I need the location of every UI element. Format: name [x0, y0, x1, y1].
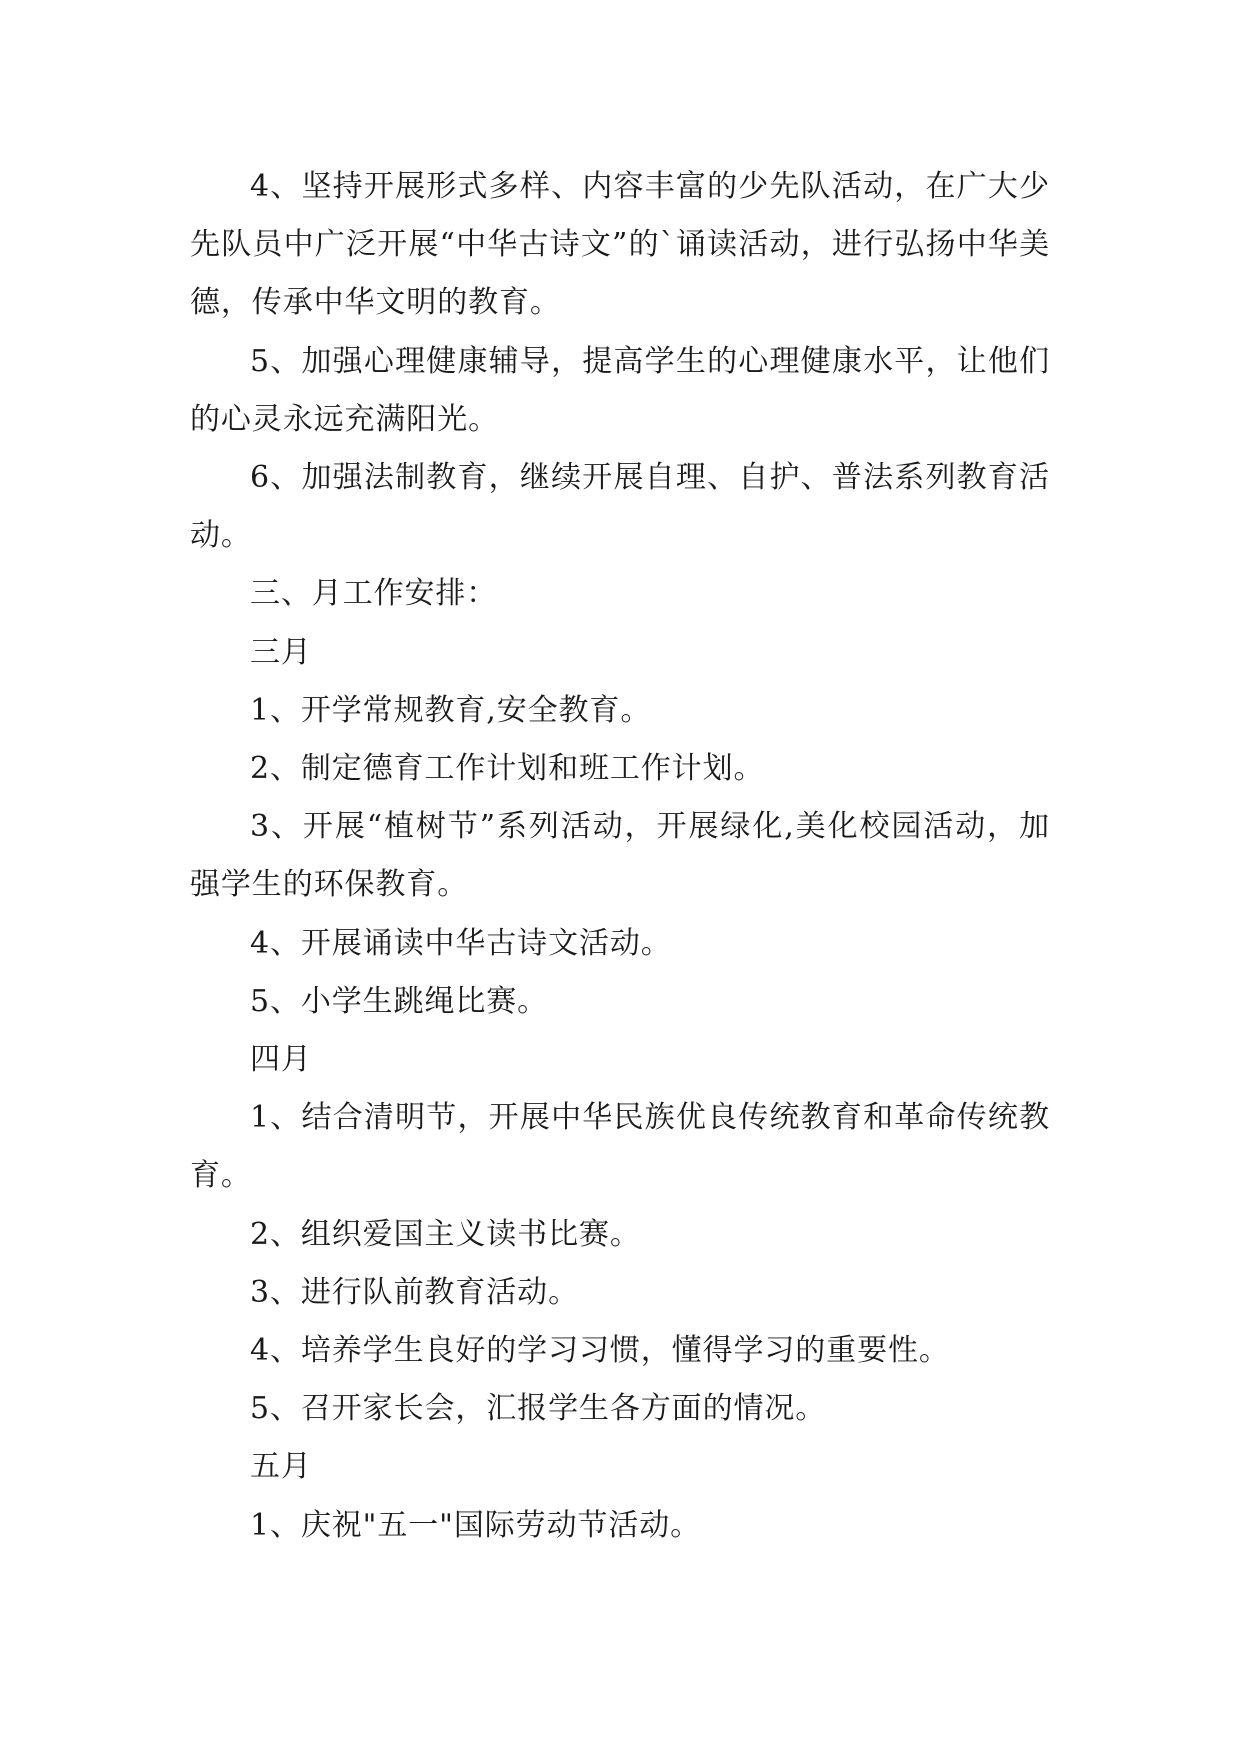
paragraph: 4、坚持开展形式多样、内容丰富的少先队活动，在广大少先队员中广泛开展“中华古诗文”的`诵读活动，进行弘扬中华美德，传承中华文明的教育。 [190, 169, 1050, 321]
section-heading: 三、月工作安排： [250, 576, 498, 612]
list-item: 2、制定德育工作计划和班工作计划。 [250, 751, 765, 787]
list-item: 5、召开家长会，汇报学生各方面的情况。 [250, 1391, 827, 1427]
list-item: 3、开展“植树节”系列活动，开展绿化,美化校园活动，加强学生的环保教育。 [190, 809, 1050, 903]
month-heading: 三月 [250, 634, 312, 670]
month-heading: 四月 [250, 1042, 312, 1078]
list-item: 3、进行队前教育活动。 [250, 1274, 579, 1310]
list-item: 2、组织爱国主义读书比赛。 [250, 1216, 641, 1252]
document-body [190, 158, 1050, 1555]
month-heading: 五月 [250, 1449, 312, 1485]
list-item: 1、庆祝"五一"国际劳动节活动。 [250, 1507, 702, 1543]
list-item: 4、培养学生良好的学习习惯，懂得学习的重要性。 [250, 1333, 950, 1369]
list-item: 4、开展诵读中华古诗文活动。 [250, 925, 672, 961]
list-item: 1、开学常规教育,安全教育。 [250, 692, 652, 728]
list-item: 1、结合清明节，开展中华民族优良传统教育和革命传统教育。 [190, 1100, 1050, 1194]
paragraph: 6、加强法制教育，继续开展自理、自护、普法系列教育活动。 [190, 460, 1050, 554]
paragraph: 5、加强心理健康辅导，提高学生的心理健康水平，让他们的心灵永远充满阳光。 [190, 343, 1050, 437]
list-item: 5、小学生跳绳比赛。 [250, 983, 549, 1019]
